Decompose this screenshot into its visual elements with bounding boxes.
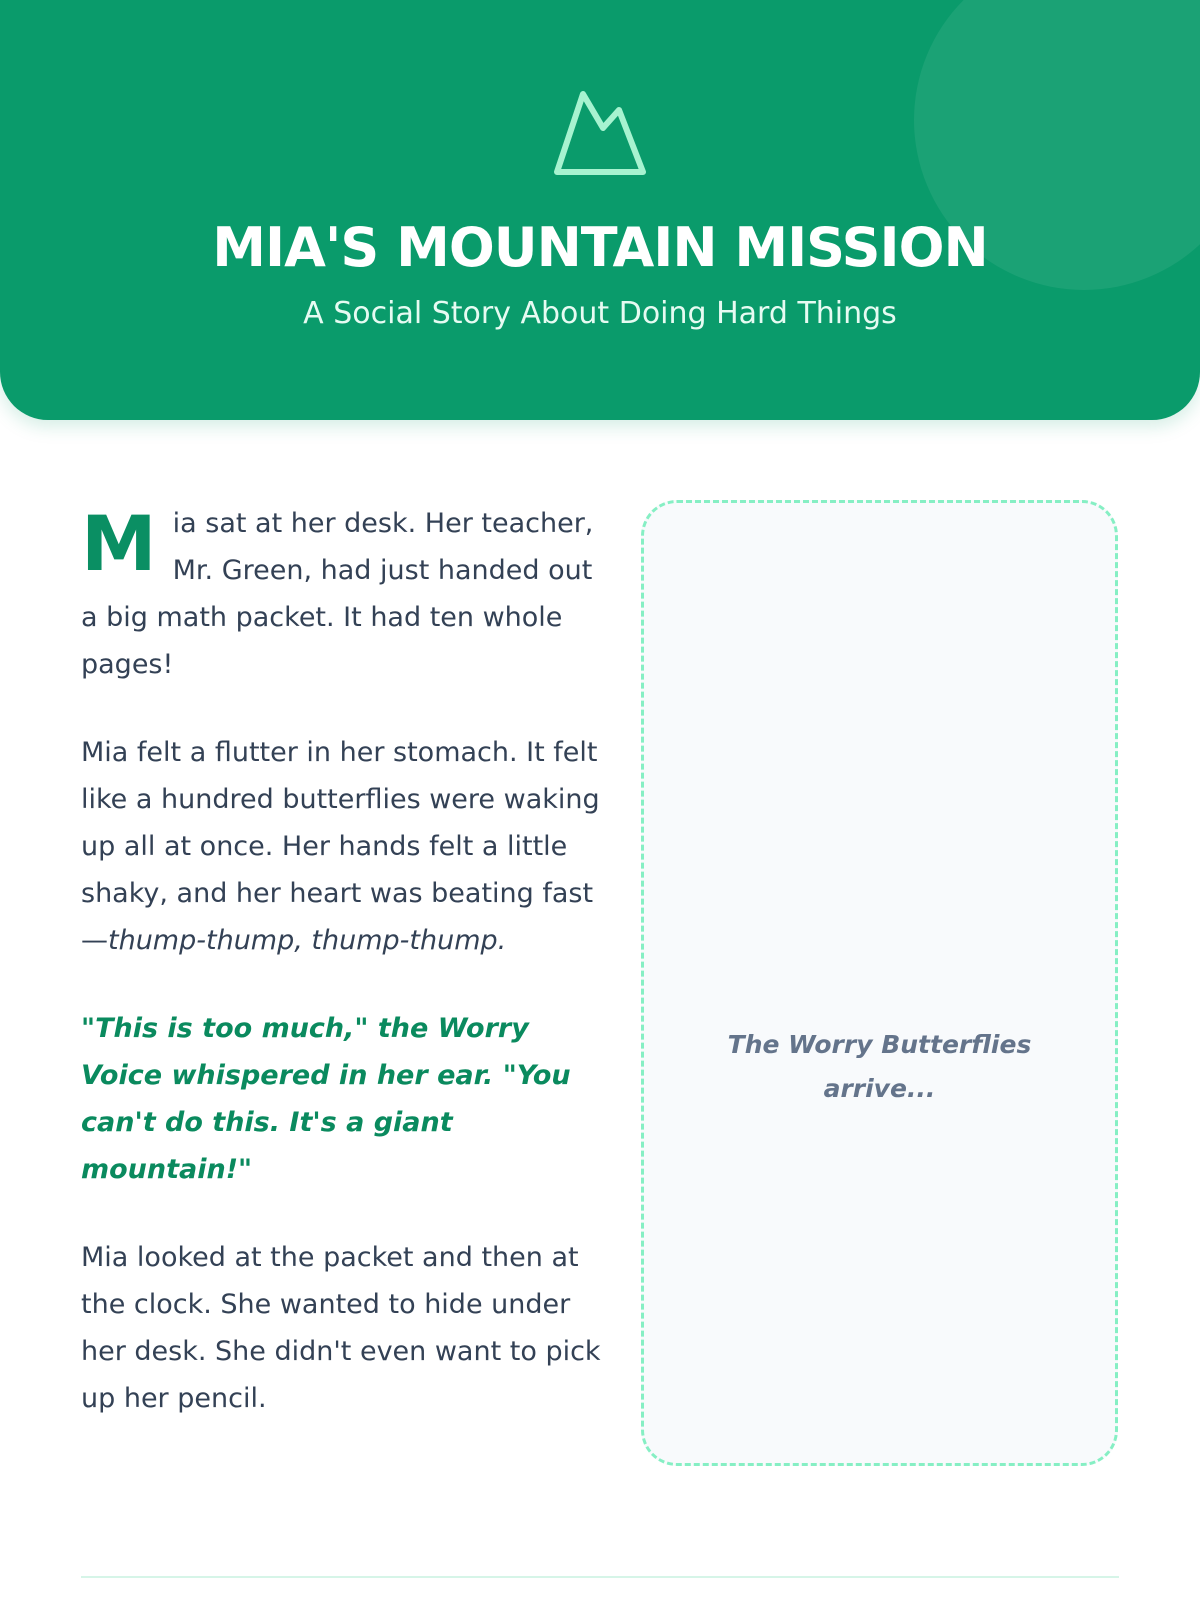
- story-text: [81, 500, 601, 1463]
- story-header: [0, 0, 1200, 420]
- section-divider: [81, 1576, 1119, 1578]
- paragraph-1-text: ia sat at her desk. Her teacher, Mr. Green, had just handed out a big math packet. It had ten whole pages!: [81, 508, 594, 680]
- story-paragraph-4: Mia looked at the packet and then at the clock. She wanted to hide under her desk. She didn't even want to pick up her pencil.: [81, 1242, 601, 1414]
- illustration-placeholder: [641, 500, 1118, 1466]
- worry-voice-quote: "This is too much," the Worry Voice whispered in her ear. "You can't do this. It's a giant mountain!": [81, 1013, 571, 1185]
- story-title: MIA'S MOUNTAIN MISSION: [212, 216, 988, 279]
- paragraph-2-text: Mia felt a flutter in her stomach. It felt like a hundred butterflies were waking up all at once. Her hands felt a little shaky, and her heart was beating fast—: [81, 737, 600, 956]
- story-paragraph-1: [81, 500, 601, 688]
- illustration-caption: The Worry Butterflies arrive...: [727, 1030, 1032, 1103]
- drop-cap: M: [81, 499, 157, 588]
- mountain-icon: [551, 88, 649, 180]
- story-subtitle: A Social Story About Doing Hard Things: [303, 296, 897, 331]
- heartbeat-emphasis: thump-thump, thump-thump.: [108, 925, 507, 956]
- story-paragraph-2: [81, 729, 601, 964]
